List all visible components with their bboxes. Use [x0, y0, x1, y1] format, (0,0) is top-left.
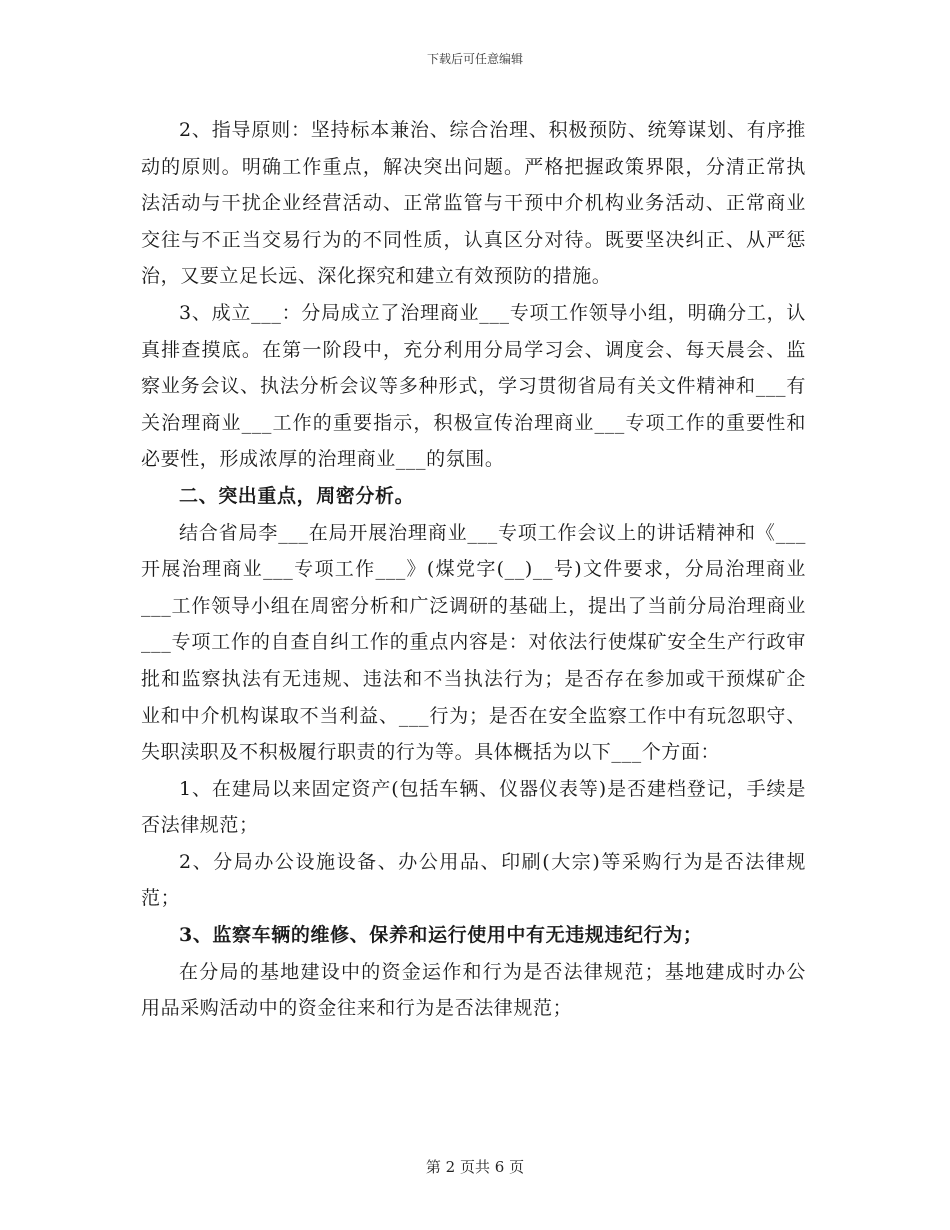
page-header: 下载后可任意编辑: [426, 52, 523, 66]
page-footer: 第 2 页共 6 页: [425, 1158, 525, 1176]
paragraph-guiding-principles: 2、指导原则：坚持标本兼治、综合治理、积极预防、统筹谋划、有序推动的原则。明确工作重点，解决突出问题。严格把握政策界限，分清正常执法活动与干扰企业经营活动、正常监管与干预中介机构业务活动、正常商业交往与不正当交易行为的不同性质，认真区分对待。既要坚决纠正、从严惩治，又要立足长远、深化探究和建立有效预防的措施。: [141, 119, 806, 288]
paragraph-item-2: 2、分局办公设施设备、办公用品、印刷(大宗)等采购行为是否法律规范；: [141, 850, 806, 910]
section-heading-focus: 二、突出重点，周密分析。: [179, 484, 415, 507]
paragraph-establish-group: 3、成立___：分局成立了治理商业___专项工作领导小组，明确分工，认真排查摸底。在第一阶段中，充分利用分局学习会、调度会、每天晨会、监察业务会议、执法分析会议等多种形式，学习贯彻省局有关文件精神和___有关治理商业___工作的重要指示，积极宣传治理商业___专项工作的重要性和必要性，形成浓厚的治理商业___的氛围。: [141, 301, 806, 471]
document-body: [141, 112, 806, 1027]
paragraph-focus-content: 结合省局李___在局开展治理商业___专项工作会议上的讲话精神和《___开展治理商业___专项工作___》(煤党字(__)__号)文件要求，分局治理商业___工作领导小组在周密分析和广泛调研的基础上，提出了当前分局治理商业___专项工作的自查自纠工作的重点内容是：对依法行使煤矿安全生产行政审批和监察执法有无违规、违法和不当执法行为；是否存在参加或干预煤矿企业和中介机构谋取不当利益、___行为；是否在安全监察工作中有玩忽职守、失职渎职及不积极履行职责的行为等。具体概括为以下___个方面：: [141, 521, 806, 764]
paragraph-item-3: 3、监察车辆的维修、保养和运行使用中有无违规违纪行为；: [179, 924, 703, 947]
paragraph-item-1: 1、在建局以来固定资产(包括车辆、仪器仪表等)是否建档登记，手续是否法律规范；: [141, 777, 806, 837]
paragraph-item-base-construction: 在分局的基地建设中的资金运作和行为是否法律规范；基地建成时办公用品采购活动中的资金往来和行为是否法律规范；: [141, 960, 806, 1020]
